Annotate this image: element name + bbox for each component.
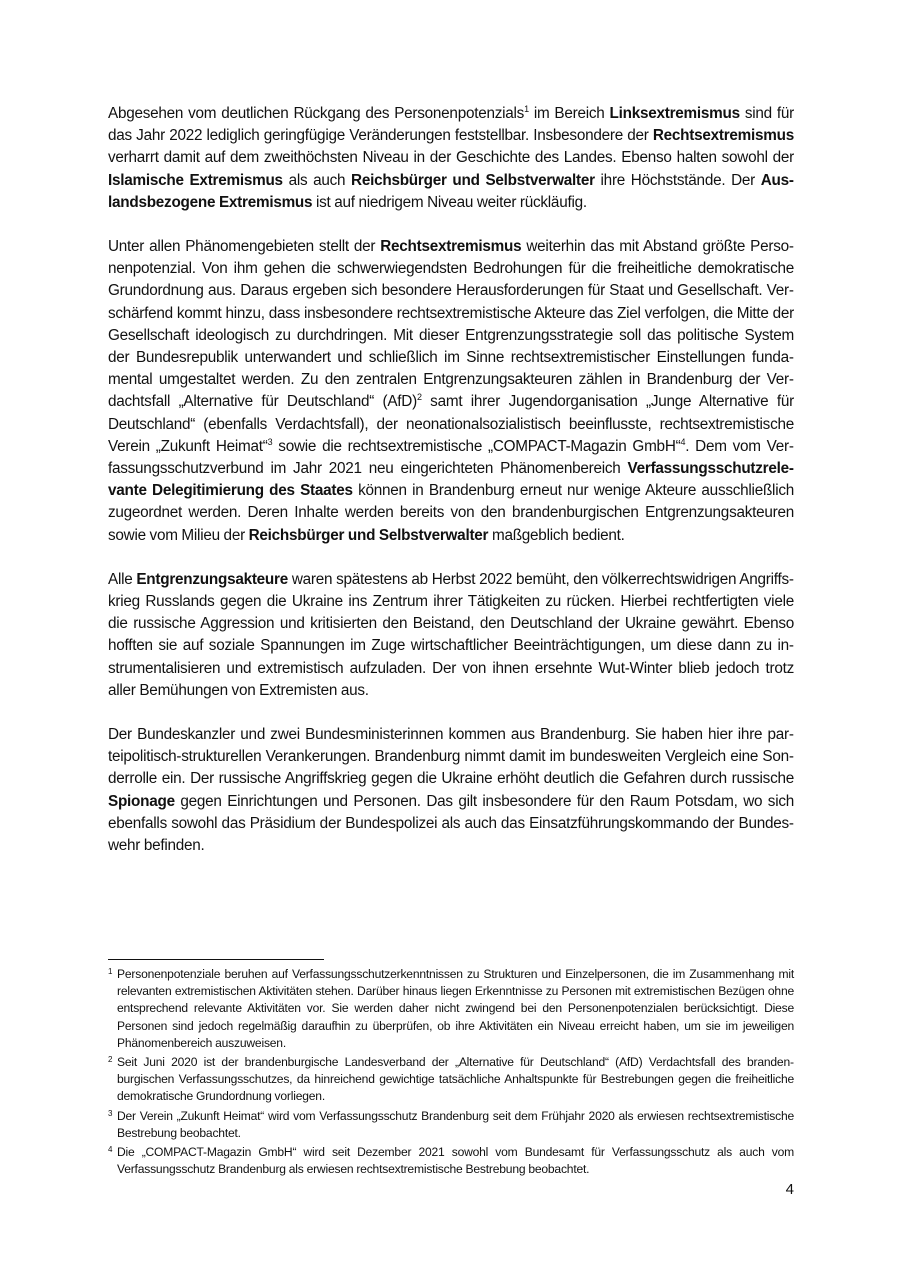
footnote — [108, 966, 794, 1052]
paragraph — [108, 569, 794, 702]
footnote-number: 3 — [108, 1108, 113, 1118]
page-number: 4 — [785, 1181, 794, 1198]
footnote-text: Die „COMPACT-Magazin GmbH“ wird seit Dezember 2021 sowohl vom Bundesamt für Verfassungsschutz als auch vom Verfassungsschutz Brandenburg als erwiesen rechtsextremistische Bestrebung beobachtet. — [117, 1145, 794, 1177]
footnote-reference: 3 — [267, 436, 273, 447]
footnote-reference: 1 — [524, 103, 529, 114]
text-run: Der Bundeskanzler und zwei Bundesministerinnen kommen aus Brandenburg. Sie haben hier ihre parteipolitisch-strukturellen Verankerungen. Brandenburg nimmt damit im bundesweiten Vergleich eine Sonderrolle ein. Der russische Angriffskrieg gegen die Ukraine erhöht deutlich die Gefahren durch russische — [108, 726, 794, 788]
footnote-reference: 4 — [680, 436, 686, 447]
bold-term: Spionage — [108, 792, 175, 810]
footnotes — [108, 966, 794, 1180]
body-text — [108, 103, 794, 879]
text-run: ist auf niedrigem Niveau weiter rückläufig. — [312, 193, 587, 211]
text-run: im Bereich — [528, 105, 610, 122]
bold-term: Linksextremismus — [609, 105, 740, 122]
text-run: gegen Einrichtungen und Personen. Das gilt insbesondere für den Raum Potsdam, wo sich ebenfalls sowohl das Präsidium der Bundespolizei als auch das Einsatzführungskommando der Bundeswehr befinden. — [108, 792, 794, 855]
footnote-text: Personenpotenziale beruhen auf Verfassungsschutzerkenntnissen zu Strukturen und Einzelpersonen, die im Zusammenhang mit relevanten extremistischen Aktivitäten stehen. Darüber hinaus liegen Erkenntnisse zu Personen mit extremistischen Bezügen ohne entsprechend relevante Aktivitäten vor. Sie werden daher nicht zwingend bei den Personenpotenzialen berücksichtigt. Diese Personen sind jedoch regelmäßig daraufhin zu überprüfen, ob ihre Aktivitäten ein Niveau erreicht haben, um sie im jeweiligen Phänomenbereich auszuweisen. — [117, 967, 794, 1050]
bold-term: Rechtsextremismus — [380, 238, 522, 256]
bold-term: Reichsbürger und Selbstverwalter — [248, 526, 489, 544]
footnote-number: 1 — [108, 967, 113, 976]
bold-term: Reichsbürger und Selbstverwalter — [351, 171, 595, 189]
footnote-separator — [108, 959, 324, 960]
bold-term: Entgrenzungsakteure — [136, 570, 288, 588]
bold-term: Rechtsextremismus — [652, 127, 794, 145]
text-run: können in Brandenburg erneut nur wenige Akteure ausschließlich zugeordnet werden. Deren Inhalte werden bereits von den brandenburgischen Entgrenzungsakteuren sowie vom Milieu der — [108, 482, 794, 544]
footnote-reference: 2 — [416, 392, 422, 403]
paragraph — [108, 103, 794, 214]
text-run: ihre Höchststände. Der — [594, 171, 761, 189]
paragraph — [108, 724, 794, 857]
text-run: maßgeblich bedient. — [488, 526, 625, 544]
text-run: Unter allen Phänomengebieten stellt der — [108, 238, 381, 256]
text-run: weiterhin das mit Abstand größte Personenpotenzial. Von ihm gehen die schwerwiegendsten Bedrohungen für die freiheitliche demokratische Grundordnung aus. Daraus ergeben sich besondere Herausforderungen für Staat und Gesellschaft. Verschärfend kommt hinzu, dass insbesondere rechtsextremistische Akteure das Ziel verfolgen, die Mitte der Gesellschaft ideologisch zu durchdringen. Mit dieser Entgrenzungsstrategie soll das politische System der Bundesrepublik unterwandert und schließlich im Sinne rechtsextremistischer Einstellungen fundamental umgestaltet werden. Zu den zentralen Entgrenzungsakteuren zählen in Brandenburg der Verdachtsfall „Alternative für Deutschland“ (AfD) — [108, 238, 794, 411]
text-run: sowie die rechtsextremistische „COMPACT-Magazin GmbH“ — [272, 437, 681, 455]
footnote-text: Seit Juni 2020 ist der brandenburgische Landesverband der „Alternative für Deutschland“ (AfD) Verdachtsfall des brandenburgischen Verfassungsschutzes, da hinreichend gewichtige tatsächliche Anhaltspunkte für Bestrebungen gegen die freiheitliche demokratische Grundordnung vorliegen. — [117, 1055, 794, 1104]
footnote-number: 2 — [108, 1055, 113, 1065]
text-run: samt ihrer Jugendorganisation „Junge Alternative für Deutschland“ (ebenfalls Verdachtsfall), der neonationalsozialistisch beeinflusste, rechtsextremistische Verein „Zukunft Heimat“ — [108, 393, 794, 455]
text-run: . Dem vom Verfassungsschutzverbund im Jahr 2021 neu eingerichteten Phänomenbereich — [108, 437, 794, 478]
footnote-text: Der Verein „Zukunft Heimat“ wird vom Verfassungsschutz Brandenburg seit dem Frühjahr 2020 als erwiesen rechtsextremistische Bestrebung beobachtet. — [117, 1108, 794, 1140]
text-run: waren spätestens ab Herbst 2022 bemüht, den völkerrechtswidrigen Angriffskrieg Russlands gegen die Ukraine ins Zentrum ihrer Tätigkeiten zu rücken. Hierbei rechtfertigten viele die russische Aggression und kritisierten den Beistand, den Deutschland der Ukraine gewährt. Ebenso hofften sie auf soziale Spannungen im Zuge wirtschaftlicher Beeinträchtigungen, um diese dann zu instrumentalisieren und extremistisch aufzuladen. Der von ihnen ersehnte Wut-Winter blieb jedoch trotz aller Bemühungen von Extremisten aus. — [108, 570, 794, 699]
footnote — [108, 1054, 794, 1106]
bold-term: Islamische Extremismus — [108, 171, 283, 189]
footnote — [108, 1108, 794, 1142]
bold-term: Auslandsbezogene Extremismus — [108, 171, 794, 211]
footnote-number: 4 — [108, 1145, 113, 1155]
bold-term: Verfassungsschutzrelevante Delegitimierung des Staates — [108, 460, 794, 500]
paragraph — [108, 236, 794, 547]
text-run: verharrt damit auf dem zweithöchsten Niveau in der Geschichte des Landes. Ebenso halten sowohl der — [108, 149, 794, 167]
text-run: Abgesehen vom deutlichen Rückgang des Personenpotenzials — [108, 105, 525, 122]
text-run: sind für das Jahr 2022 lediglich geringfügige Veränderungen feststellbar. Insbesondere der — [108, 105, 794, 145]
text-run: Alle — [108, 570, 137, 588]
text-run: als auch — [282, 171, 352, 189]
footnote — [108, 1144, 794, 1178]
